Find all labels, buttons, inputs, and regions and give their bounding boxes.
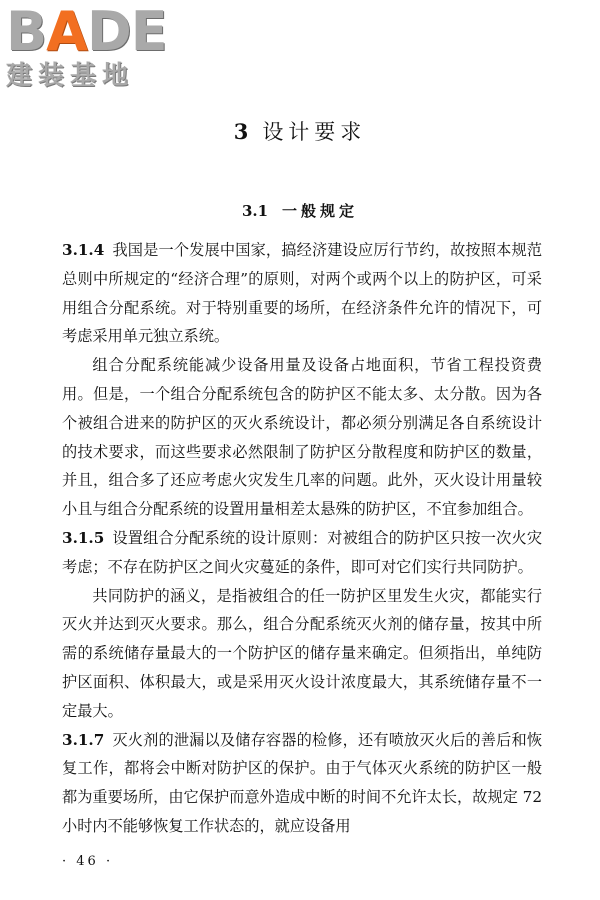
paragraph-text: 设置组合分配系统的设计原则：对被组合的防护区只按一次火灾考虑；不存在防护区之间火灾蔓延的条件，即可对它们实行共同防护。: [62, 528, 542, 576]
paragraph-text: 灭火剂的泄漏以及储存容器的检修，还有喷放灭火后的善后和恢复工作，都将会中断对防护区的保护。由于气体灭火系统的防护区一般都为重要场所，由它保护而意外造成中断的时间不允许太长，故规定 72 小时内不能够恢复工作状态的，就应设备用: [62, 730, 542, 835]
section-heading: [0, 200, 600, 222]
paragraph-text: 组合分配系统能减少设备用量及设备占地面积，节省工程投资费用。但是，一个组合分配系统包含的防护区不能太多、太分散。因为各个被组合进来的防护区的灭火系统设计，都必须分别满足各自系统设计的技术要求，而这些要求必然限制了防护区分散程度和防护区的数量，并且，组合多了还应考虑火灾发生几率的问题。此外，灭火设计用量较小且与组合分配系统的设置用量相差太悬殊的防护区，不宜参加组合。: [62, 356, 542, 519]
chapter-title: 设计要求: [262, 120, 367, 144]
paragraph-text: 我国是一个发展中国家，搞经济建设应厉行节约，故按照本规范总则中所规定的“经济合理”的原则，对两个或两个以上的防护区，可采用组合分配系统。对于特别重要的场所，在经济条件允许的情况下，可考虑采用单元独立系统。: [62, 241, 542, 346]
page-number: · 46 ·: [62, 854, 114, 869]
chapter-number: 3: [233, 119, 249, 144]
body-text: [62, 236, 542, 841]
clause-number: 3.1.7: [62, 730, 105, 749]
paragraph-continuation: [62, 351, 542, 524]
clause-number: 3.1.4: [62, 241, 105, 259]
logo-wordmark: BADE: [6, 0, 167, 63]
paragraph-3-1-5: [62, 524, 542, 582]
logo-subtitle: 建装基地: [6, 61, 135, 91]
chapter-heading: [0, 118, 600, 146]
paragraph-text: 共同防护的涵义，是指被组合的任一防护区里发生火灾，都能实行灭火并达到灭火要求。那么，组合分配系统灭火剂的储存量，按其中所需的系统储存量最大的一个防护区的储存量来确定。但须指出，单纯防护区面积、体积最大，或是采用灭火设计浓度最大，其系统储存量不一定最大。: [62, 586, 542, 720]
clause-number: 3.1.5: [62, 528, 105, 547]
paragraph-3-1-7: [62, 726, 542, 841]
section-title: 一般规定: [282, 202, 359, 220]
section-number: 3.1: [241, 202, 269, 220]
paragraph-continuation: [62, 582, 542, 726]
logo-accent-letter: A: [46, 0, 87, 63]
paragraph-3-1-4: [62, 236, 542, 351]
bade-logo: [6, 0, 178, 91]
